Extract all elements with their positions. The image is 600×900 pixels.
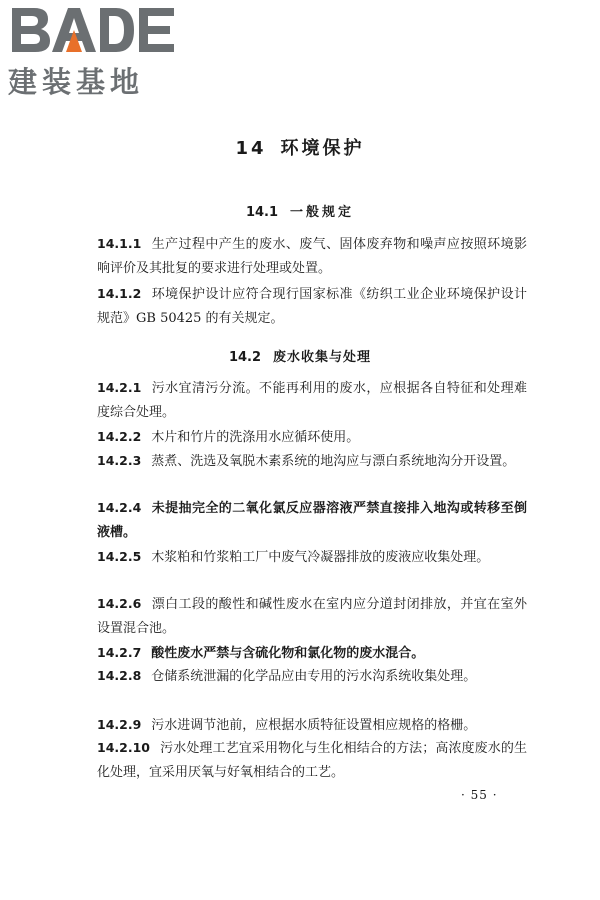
clause-text: 仓储系统泄漏的化学品应由专用的污水沟系统收集处理。 bbox=[151, 669, 477, 684]
section-number: 14.1 bbox=[245, 205, 279, 220]
clause-number: 14.2.7 bbox=[97, 645, 142, 660]
clause-text: 酸性废水严禁与含硫化物和氯化物的废水混合。 bbox=[151, 646, 425, 661]
clause-text: 污水处理工艺宜采用物化与生化相结合的方法；高浓度废水的生化处理，宜采用厌氧与好氧相结合的工艺。 bbox=[97, 741, 527, 780]
clause-number: 14.2.8 bbox=[97, 668, 142, 683]
clause-text: 漂白工段的酸性和碱性废水在室内应分道封闭排放，并宜在室外设置混合池。 bbox=[97, 597, 527, 636]
clause-number: 14.2.2 bbox=[97, 429, 142, 444]
clause-number: 14.2.10 bbox=[97, 740, 150, 755]
clause bbox=[97, 376, 527, 425]
clause-number: 14.2.9 bbox=[97, 717, 142, 732]
bade-logo-mark bbox=[8, 4, 178, 56]
clause-text: 污水进调节池前，应根据水质特征设置相应规格的格栅。 bbox=[151, 718, 477, 733]
clause-number: 14.1.1 bbox=[97, 236, 142, 251]
bade-logo-subtitle: 建装基地 bbox=[8, 65, 145, 99]
clause bbox=[97, 545, 527, 570]
chapter-number: 14 bbox=[235, 138, 267, 159]
clause bbox=[97, 641, 527, 666]
clause-text: 环境保护设计应符合现行国家标准《纺织工业企业环境保护设计规范》GB 50425 的有关规定。 bbox=[97, 287, 527, 326]
clause bbox=[97, 713, 527, 738]
section-title-text: 废水收集与处理 bbox=[273, 350, 372, 365]
clause-text: 未提抽完全的二氧化氯反应器溶液严禁直接排入地沟或转移至倒液槽。 bbox=[97, 501, 527, 540]
clause bbox=[97, 496, 527, 545]
section-title-text: 一般规定 bbox=[290, 205, 355, 220]
clause-number: 14.2.3 bbox=[97, 453, 142, 468]
clause bbox=[97, 664, 527, 689]
clause bbox=[97, 449, 527, 474]
section-number: 14.2 bbox=[228, 350, 262, 365]
clause bbox=[97, 592, 527, 641]
clause-number: 14.2.5 bbox=[97, 549, 142, 564]
clause-number: 14.1.2 bbox=[97, 286, 142, 301]
clause-text: 污水宜清污分流。不能再利用的废水，应根据各自特征和处理难度综合处理。 bbox=[97, 381, 527, 420]
page-number: · 55 · bbox=[461, 788, 498, 802]
clause-text: 生产过程中产生的废水、废气、固体废弃物和噪声应按照环境影响评价及其批复的要求进行处理或处置。 bbox=[97, 237, 527, 276]
clause-number: 14.2.6 bbox=[97, 596, 142, 611]
section-title bbox=[0, 201, 600, 220]
chapter-title bbox=[0, 134, 600, 160]
clause bbox=[97, 425, 527, 450]
clause-number: 14.2.1 bbox=[97, 380, 142, 395]
clause-text: 木片和竹片的洗涤用水应循环使用。 bbox=[151, 430, 360, 445]
bade-logo bbox=[8, 4, 178, 99]
chapter-title-text: 环境保护 bbox=[280, 138, 365, 159]
clause bbox=[97, 282, 527, 331]
clause-text: 蒸煮、洗选及氧脱木素系统的地沟应与漂白系统地沟分开设置。 bbox=[151, 454, 516, 469]
section-title bbox=[0, 346, 600, 365]
clause bbox=[97, 232, 527, 281]
clause-text: 木浆粕和竹浆粕工厂中废气冷凝器排放的废液应收集处理。 bbox=[151, 550, 490, 565]
clause bbox=[97, 736, 527, 785]
clause-number: 14.2.4 bbox=[97, 500, 142, 515]
